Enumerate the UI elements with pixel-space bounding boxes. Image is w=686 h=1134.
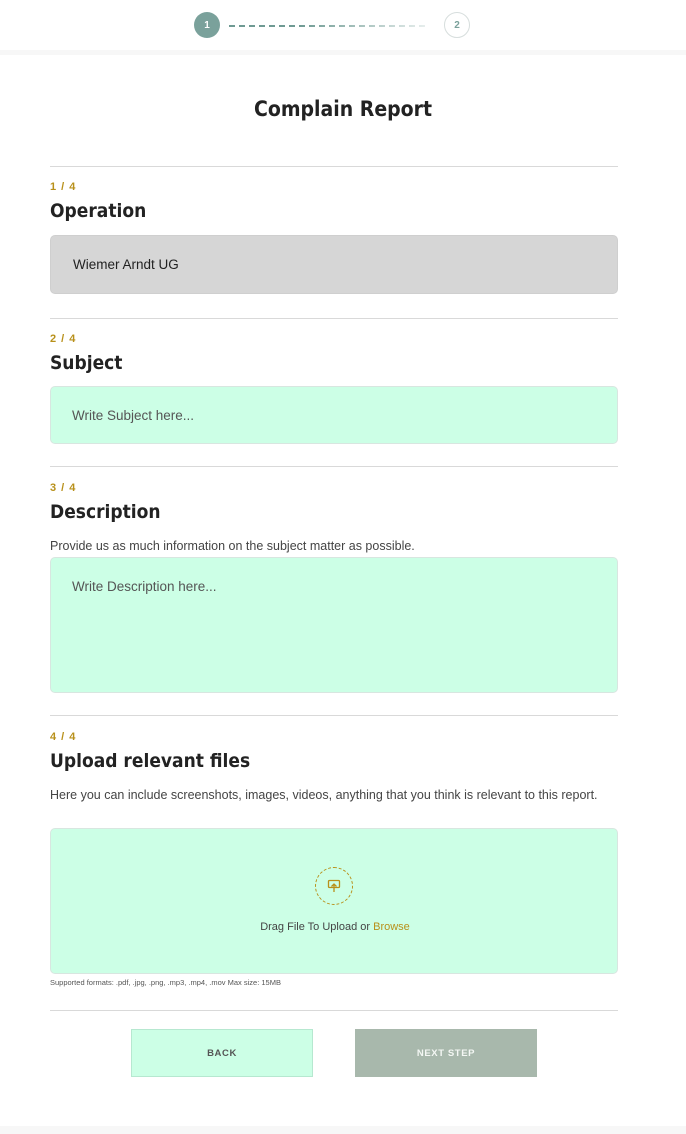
section-4-heading: Upload relevant files (50, 750, 251, 772)
subject-placeholder: Write Subject here... (72, 407, 195, 423)
section-2-heading: Subject (50, 352, 123, 374)
upload-helper-text: Here you can include screenshots, images, videos, anything that you think is relevant to this report. (50, 788, 598, 802)
back-button[interactable]: BACK (131, 1029, 313, 1077)
file-upload-dropzone[interactable] (50, 828, 618, 974)
formats-label: Supported formats: (50, 978, 114, 987)
next-step-button[interactable]: NEXT STEP (355, 1029, 537, 1077)
operation-value: Wiemer Arndt UG (73, 257, 179, 272)
section-divider (50, 466, 618, 467)
section-divider (50, 166, 618, 167)
upload-arrow-icon (327, 879, 341, 893)
subject-input[interactable] (50, 386, 618, 444)
section-2-count: 2 / 4 (50, 333, 77, 345)
progress-stepper (0, 0, 686, 50)
section-divider (50, 318, 618, 319)
description-placeholder: Write Description here... (72, 579, 217, 594)
step-1-indicator: 1 (194, 12, 220, 38)
max-size: Max size: 15MB (227, 978, 281, 987)
page-title: Complain Report (254, 97, 432, 121)
section-4-count: 4 / 4 (50, 731, 77, 743)
browse-link[interactable]: Browse (373, 921, 410, 933)
footer-divider (50, 1010, 618, 1011)
upload-icon[interactable] (315, 867, 353, 905)
supported-formats-note (50, 978, 281, 987)
step-connector-line (229, 25, 429, 27)
section-1-heading: Operation (50, 200, 147, 222)
section-1-count: 1 / 4 (50, 181, 77, 193)
upload-instruction (51, 921, 619, 933)
section-divider (50, 715, 618, 716)
step-2-indicator: 2 (444, 12, 470, 38)
complaint-form-card (0, 55, 686, 1126)
formats-list: .pdf, .jpg, .png, .mp3, .mp4, .mov (115, 978, 226, 987)
operation-field (50, 235, 618, 294)
description-helper-text: Provide us as much information on the subject matter as possible. (50, 539, 415, 553)
drag-text: Drag File To Upload or (260, 921, 374, 933)
section-3-heading: Description (50, 501, 161, 523)
description-textarea[interactable] (50, 557, 618, 693)
section-3-count: 3 / 4 (50, 482, 77, 494)
